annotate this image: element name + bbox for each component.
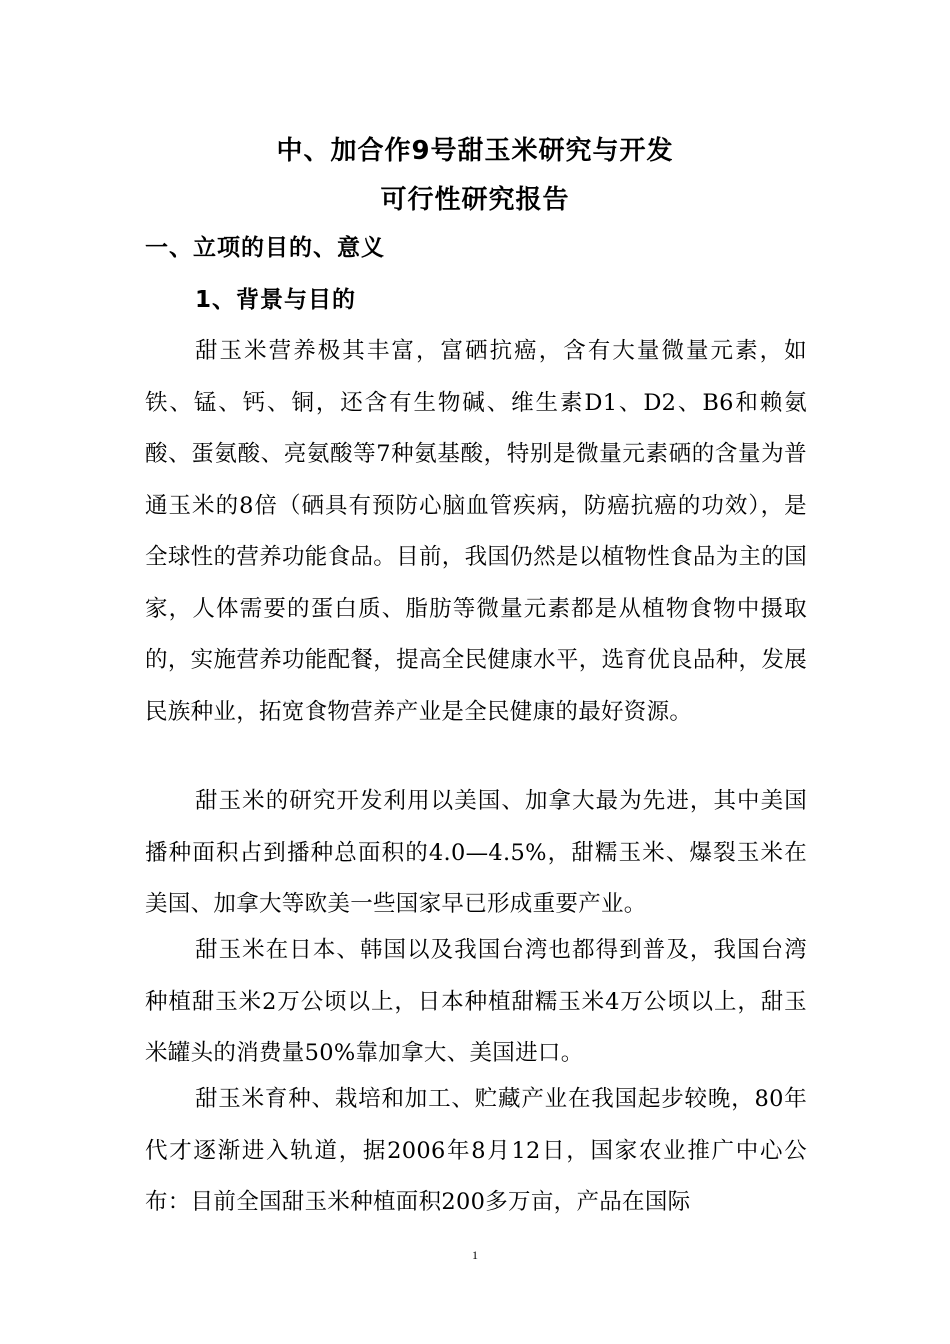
document-title-line-1: 中、加合作9号甜玉米研究与开发 [276,136,674,166]
paragraph-4: 甜玉米育种、栽培和加工、贮藏产业在我国起步较晚，80年代才逐渐进入轨道，据2006年8月12日，国家农业推广中心公布：目前全国甜玉米种植面积200多万亩，产品在国际 [145,1086,807,1215]
section-heading: 一、立项的目的、意义 [145,235,385,261]
document-title-line-2: 可行性研究报告 [380,185,570,215]
paragraph-3: 甜玉米在日本、韩国以及我国台湾也都得到普及，我国台湾种植甜玉米2万公顷以上，日本种植甜糯玉米4万公顷以上，甜玉米罐头的消费量50%靠加拿大、美国进口。 [145,937,807,1066]
paragraph-1: 甜玉米营养极其丰富，富硒抗癌，含有大量微量元素，如铁、锰、钙、铜，还含有生物碱、维生素D1、D2、B6和赖氨酸、蛋氨酸、亮氨酸等7种氨基酸，特别是微量元素硒的含量为普通玉米的8倍（硒具有预防心脑血管疾病，防癌抗癌的功效），是全球性的营养功能食品。目前，我国仍然是以植物性食品为主的国家，人体需要的蛋白质、脂肪等微量元素都是从植物食物中摄取的，实施营养功能配餐，提高全民健康水平，选育优良品种，发展民族种业，拓宽食物营养产业是全民健康的最好资源。 [145,338,807,725]
page-number: 1 [472,1248,478,1262]
subsection-heading: 1、背景与目的 [195,287,357,313]
paragraph-2: 甜玉米的研究开发利用以美国、加拿大最为先进，其中美国播种面积占到播种总面积的4.0—4.5%，甜糯玉米、爆裂玉米在美国、加拿大等欧美一些国家早已形成重要产业。 [145,788,807,917]
